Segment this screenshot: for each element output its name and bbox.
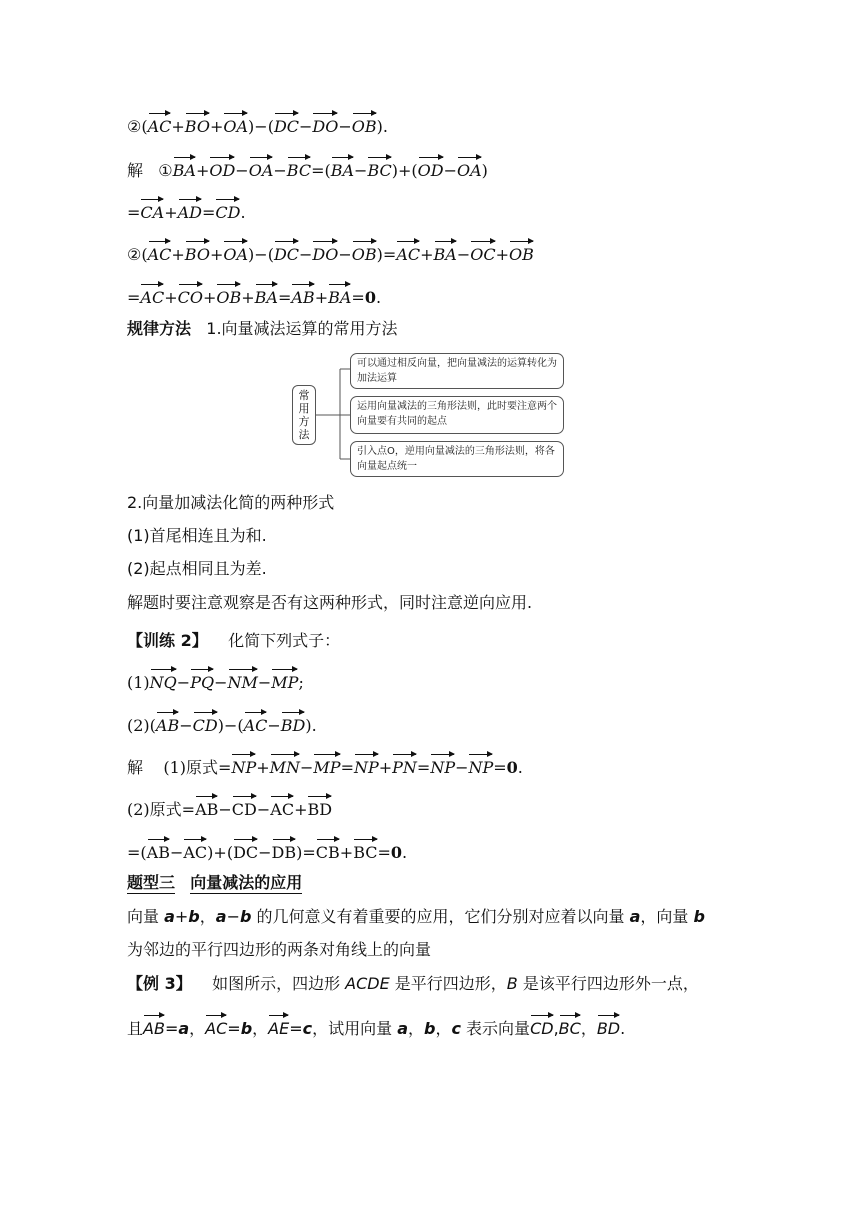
diagram-root: 常用方法 — [292, 385, 316, 445]
note-text: 解题时要注意观察是否有这两种形式，同时注意逆向应用. — [127, 593, 533, 612]
type-3-label: 题型三 — [127, 873, 176, 892]
training-solution-1: 解 (1)原式=NP+MN−MP=NP+PN=NP−NP=0. — [127, 753, 523, 779]
training-q2: (2)(AB−CD)−(AC−BD). — [127, 711, 317, 737]
item-2-b: (2)起点相同且为差. — [127, 559, 267, 578]
item-2-title: 2.向量加减法化简的两种形式 — [127, 493, 335, 512]
method-label: 规律方法 — [127, 319, 192, 338]
solution-line-2: =CA+AD=CD. — [127, 198, 246, 224]
example-3-line-1: 【例 3】 如图所示，四边形 ACDE 是平行四边形，B 是该平行四边形外一点， — [127, 974, 699, 993]
solution-line-4: =AC+CO+OB+BA=AB+BA=0. — [127, 283, 381, 309]
type-3-heading — [127, 872, 302, 894]
example-3-line-2: 且AB=a，AC=b，AE=c，试用向量 a，b，c 表示向量CD,BC，BD. — [127, 1014, 625, 1040]
type-3-text-1: 向量 a+b，a−b 的几何意义有着重要的应用，它们分别对应着以向量 a，向量 b — [127, 907, 705, 926]
type-3-text-2: 为邻边的平行四边形的两条对角线上的向量 — [127, 940, 432, 959]
diagram-branch-1: 可以通过相反向量，把向量减法的运算转化为加法运算 — [350, 353, 564, 389]
training-text: 化简下列式子： — [228, 631, 341, 650]
method-heading — [127, 318, 398, 340]
item-2-a: (1)首尾相连且为和. — [127, 526, 267, 545]
expression-2: ②(AC+BO+OA)−(DC−DO−OB). — [127, 112, 388, 138]
diagram-branch-2: 运用向量减法的三角形法则，此时要注意两个向量要有共同的起点 — [350, 396, 564, 434]
training-solution-2a: (2)原式=AB−CD−AC+BD — [127, 795, 332, 821]
training-label: 【训练 2】 — [127, 631, 208, 650]
solution-label: 解 — [127, 161, 144, 180]
method-title: 1.向量减法运算的常用方法 — [206, 319, 398, 338]
training-2-heading — [127, 630, 340, 652]
diagram-branch-3: 引入点O，逆用向量减法的三角形法则，将各向量起点统一 — [350, 441, 564, 477]
training-q1: (1)NQ−PQ−NM−MP; — [127, 668, 304, 694]
solution-line-3: ②(AC+BO+OA)−(DC−DO−OB)=AC+BA−OC+OB — [127, 240, 534, 266]
method-diagram — [288, 351, 568, 479]
type-3-title: 向量减法的应用 — [190, 873, 303, 892]
solution-line-1: 解 ①BA+OD−OA−BC=(BA−BC)+(OD−OA) — [127, 156, 488, 182]
example-3-label: 【例 3】 — [127, 974, 192, 993]
training-solution-2b: =(AB−AC)+(DC−DB)=CB+BC=0. — [127, 838, 407, 864]
